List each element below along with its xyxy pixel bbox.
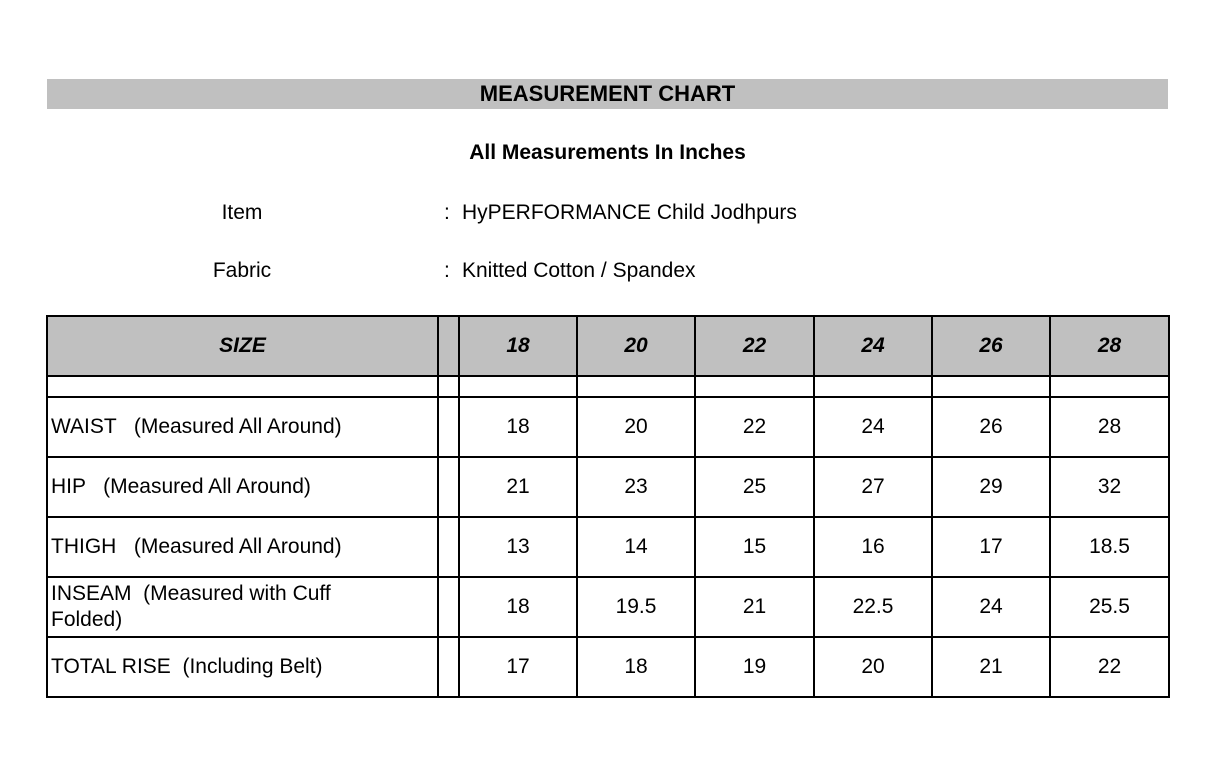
spacer-cell — [438, 316, 459, 376]
table-row — [47, 637, 1169, 697]
row-label: TOTAL RISE (Including Belt) — [47, 637, 438, 697]
table-cell: 27 — [814, 457, 932, 517]
spacer-cell — [438, 457, 459, 517]
table-row — [47, 517, 1169, 577]
chart-title: MEASUREMENT CHART — [479, 81, 736, 106]
size-column-header: 18 — [459, 316, 577, 376]
size-column-header: 20 — [577, 316, 695, 376]
size-column-header: 28 — [1050, 316, 1169, 376]
spacer-cell — [438, 517, 459, 577]
item-label: Item — [221, 201, 263, 224]
table-cell: 25 — [695, 457, 814, 517]
table-cell: 13 — [459, 517, 577, 577]
measurement-table — [46, 315, 1170, 698]
size-column-header: 22 — [695, 316, 814, 376]
size-column-header: 26 — [932, 316, 1050, 376]
table-cell: 18 — [459, 577, 577, 637]
fabric-value: Knitted Cotton / Spandex — [462, 259, 696, 282]
table-cell: 16 — [814, 517, 932, 577]
row-label: INSEAM (Measured with Cuff Folded) — [47, 577, 438, 637]
item-value: HyPERFORMANCE Child Jodhpurs — [462, 201, 797, 224]
table-cell: 21 — [932, 637, 1050, 697]
table-cell: 18.5 — [1050, 517, 1169, 577]
fabric-label: Fabric — [212, 259, 272, 282]
table-cell: 21 — [695, 577, 814, 637]
table-cell: 25.5 — [1050, 577, 1169, 637]
table-cell: 26 — [932, 397, 1050, 457]
table-cell: 15 — [695, 517, 814, 577]
table-cell: 19.5 — [577, 577, 695, 637]
table-cell: 18 — [459, 397, 577, 457]
chart-title-bar — [47, 79, 1168, 109]
table-cell: 22.5 — [814, 577, 932, 637]
table-cell: 32 — [1050, 457, 1169, 517]
spacer-cell — [438, 397, 459, 457]
row-label: THIGH (Measured All Around) — [47, 517, 438, 577]
table-cell: 24 — [814, 397, 932, 457]
table-row — [47, 577, 1169, 637]
spacer-cell — [438, 577, 459, 637]
size-column-header: 24 — [814, 316, 932, 376]
table-cell: 19 — [695, 637, 814, 697]
header-row — [47, 316, 1169, 376]
table-cell: 21 — [459, 457, 577, 517]
table-cell: 20 — [577, 397, 695, 457]
table-cell: 22 — [1050, 637, 1169, 697]
spacer-row — [47, 376, 1169, 397]
table-row — [47, 397, 1169, 457]
row-label: WAIST (Measured All Around) — [47, 397, 438, 457]
table-cell: 20 — [814, 637, 932, 697]
size-header: SIZE — [47, 316, 438, 376]
table-cell: 24 — [932, 577, 1050, 637]
table-cell: 14 — [577, 517, 695, 577]
table-cell: 18 — [577, 637, 695, 697]
table-cell: 23 — [577, 457, 695, 517]
spacer-cell — [438, 637, 459, 697]
fabric-colon: : — [444, 259, 450, 282]
item-colon: : — [444, 201, 450, 224]
table-row — [47, 457, 1169, 517]
row-label: HIP (Measured All Around) — [47, 457, 438, 517]
table-cell: 29 — [932, 457, 1050, 517]
table-cell: 17 — [932, 517, 1050, 577]
table-cell: 28 — [1050, 397, 1169, 457]
table-cell: 17 — [459, 637, 577, 697]
units-subtitle: All Measurements In Inches — [469, 141, 746, 164]
table-cell: 22 — [695, 397, 814, 457]
